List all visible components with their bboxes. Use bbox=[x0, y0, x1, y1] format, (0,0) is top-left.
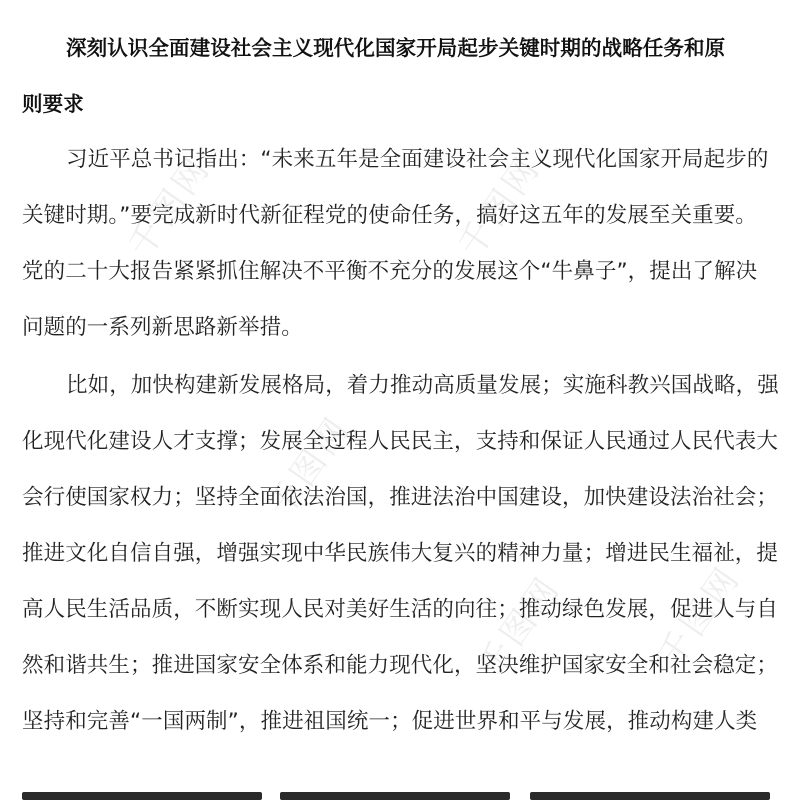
paragraph-2-line-4: 推进文化自信自强，增强实现中华民族伟大复兴的精神力量；增进民生福祉，提 bbox=[22, 541, 779, 566]
watermark-mark: 千图网 bbox=[650, 558, 749, 675]
watermark-mark: 千图网 bbox=[470, 568, 569, 685]
paragraph-2-line-3: 会行使国家权力；坚持全面依法治国，推进法治中国建设，加快建设法治社会； bbox=[22, 485, 779, 510]
heading-line-1: 深刻认识全面建设社会主义现代化国家开局起步关键时期的战略任务和原 bbox=[66, 36, 726, 60]
paragraph-2-line-6: 然和谐共生；推进国家安全体系和能力现代化，坚决维护国家安全和社会稳定； bbox=[22, 653, 779, 678]
heading-line-2: 则要求 bbox=[22, 92, 84, 116]
paragraph-1-line-4: 问题的一系列新思路新举措。 bbox=[22, 315, 303, 340]
paragraph-2-line-2: 化现代化建设人才支撑；发展全过程人民民主，支持和保证人民通过人民代表大 bbox=[22, 429, 779, 454]
paragraph-1-line-3: 党的二十大报告紧紧抓住解决不平衡不充分的发展这个“牛鼻子”，提出了解决 bbox=[22, 259, 758, 284]
paragraph-2-line-1: 比如，加快构建新发展格局，着力推动高质量发展；实施科教兴国战略，强 bbox=[66, 373, 779, 398]
watermark-mark: 千图网 bbox=[120, 148, 219, 265]
paragraph-2-line-5: 高人民生活品质，不断实现人民对美好生活的向往；推动绿色发展，促进人与自 bbox=[22, 597, 779, 622]
paragraph-1-line-2: 关键时期。”要完成新时代新征程党的使命任务，搞好这五年的发展至关重要。 bbox=[22, 203, 757, 228]
clipped-previous-line bbox=[0, 0, 800, 6]
paragraph-1-line-1: 习近平总书记指出：“未来五年是全面建设社会主义现代化国家开局起步的 bbox=[66, 147, 769, 172]
paragraph-2-line-7: 坚持和完善“一国两制”，推进祖国统一；促进世界和平与发展，推动构建人类 bbox=[22, 709, 758, 734]
watermark-mark: 千图网 bbox=[260, 408, 359, 525]
watermark-mark: 千图网 bbox=[450, 148, 549, 265]
clipped-next-line bbox=[0, 790, 800, 800]
